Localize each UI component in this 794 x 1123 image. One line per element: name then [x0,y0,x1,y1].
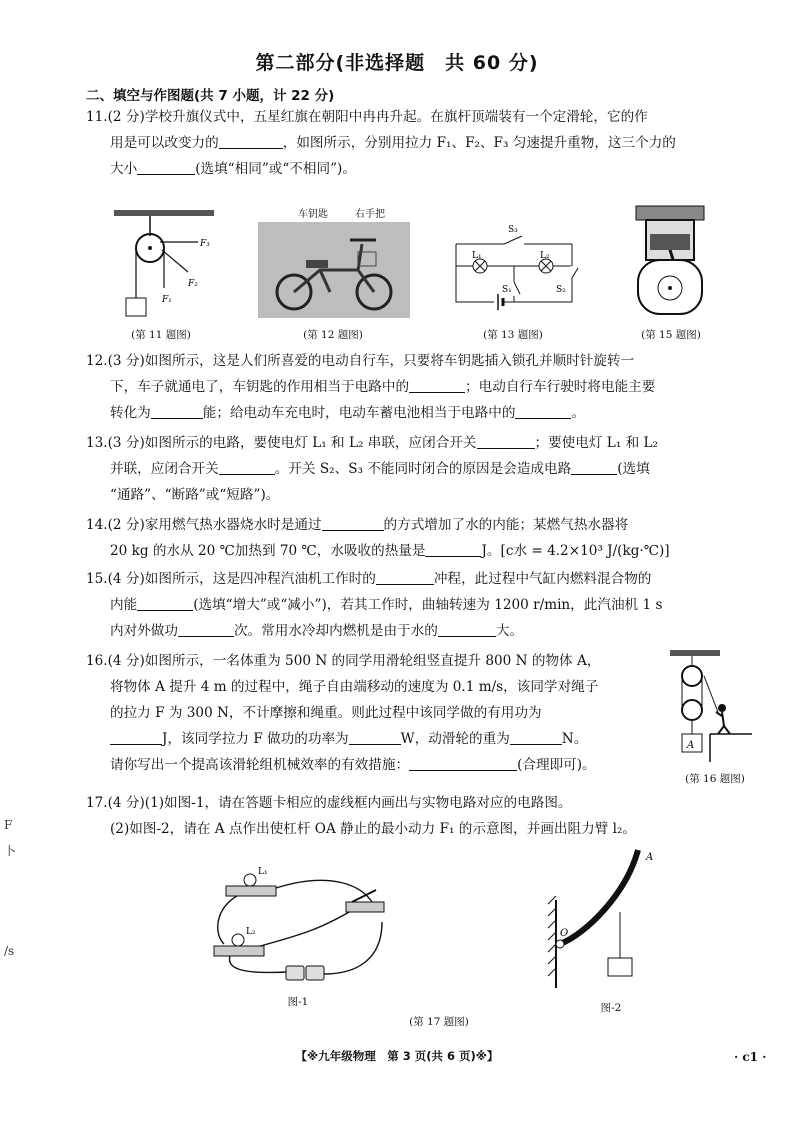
answer-blank[interactable] [219,133,283,149]
label-l1: L₁ [258,867,268,877]
corner-mark: · c1 · [734,1050,767,1064]
answer-blank[interactable] [137,595,193,611]
question-11 [86,104,786,182]
question-17 [86,790,786,842]
question-16 [86,648,666,778]
q16-text: (合理即可)。 [517,757,596,773]
answer-blank[interactable] [425,541,481,557]
bike-seat [306,260,328,268]
answer-blank[interactable] [219,459,275,475]
wall-hatch [548,896,556,976]
figure-16-pulley-block [666,648,756,766]
force-f2-arrow [162,250,188,272]
label-s2: S₂ [556,285,566,295]
q16-text: 请你写出一个提高该滑轮组机械效率的有效措施： [110,757,410,773]
label-a: A [687,740,695,751]
answer-blank[interactable] [571,459,617,475]
answer-blank[interactable] [477,433,535,449]
q11-line: 11.(2 分)学校升旗仪式中，五星红旗在朝阳中冉冉升起。在旗杆顶端装有一个定滑轮，它的作 [86,109,648,125]
q12-text: 。 [571,405,586,421]
q13-line [86,430,786,456]
figure-17-2-label: 图-2 [600,1002,622,1014]
ceiling [670,650,720,656]
label-f1: F₁ [162,295,172,305]
figure-12-caption: (第 12 题图) [303,329,363,341]
q17-line: 17.(4 分)(1)如图-1，请在答题卡相应的虚线框内画出与实物电路对应的电路图。 [86,795,572,811]
pivot-o [556,940,564,948]
switch-s3 [504,236,522,244]
label-l1: L₁ [472,251,482,261]
q11-line [86,130,786,156]
figure-15-engine [630,204,710,320]
answer-blank[interactable] [178,621,234,637]
answer-blank[interactable] [349,729,401,745]
figure-17-2-lever [546,844,656,992]
figure-13-caption: (第 13 题图) [483,329,543,341]
answer-blank[interactable] [137,159,195,175]
label-f2: F₂ [188,279,198,289]
q14-line [86,512,786,538]
answer-blank[interactable] [409,755,517,771]
q16-text: J，该同学拉力 F 做功的功率为 [162,731,349,747]
answer-blank[interactable] [438,621,496,637]
crank-axle [668,286,672,290]
fixed-pulley [682,666,702,686]
margin-mark: F [4,818,13,832]
pulley-axle [148,246,152,250]
q16-line: 将物体 A 提升 4 m 的过程中，绳子自由端移动的速度为 0.1 m/s，该同学对绳子 [110,679,599,695]
figure-11-caption: (第 11 题图) [131,329,191,341]
page-footer: 【※九年级物理 第 3 页(共 6 页)※】 [295,1049,499,1063]
lamp-base-l2 [214,946,264,956]
weight-block [126,298,146,316]
q15-text: 15.(4 分)如图所示，这是四冲程汽油机工作时的 [86,571,376,587]
q13-text: (选填 [617,461,650,477]
lamp-base-l1 [226,886,276,896]
question-13 [86,430,786,508]
q16-text: W，动滑轮的重为 [400,731,510,747]
figure-11-pulley [110,206,220,320]
q16-line [86,726,666,752]
bulb-l1 [244,874,256,886]
label-s1: S₁ [502,285,512,295]
q11-line [86,156,786,182]
figure-16-caption: (第 16 题图) [685,773,745,785]
q12-text: ；电动自行车行驶时将电能主要 [465,379,656,395]
q17-line: (2)如图-2，请在 A 点作出使杠杆 OA 静止的最小动力 F₁ 的示意图，并画出阻力臂 l₂。 [110,821,637,837]
q16-line [86,752,666,778]
q11-text: 大小 [110,161,138,177]
piston [650,234,690,250]
figure-15-caption: (第 15 题图) [641,329,701,341]
figure-17-1-label: 图-1 [287,996,309,1008]
figure-17-caption: (第 17 题图) [409,1016,469,1028]
q11-text: 用是可以改变力的 [110,135,219,151]
q13-text: ；要使电灯 L₁ 和 L₂ [534,435,658,451]
q15-text: 内对外做功 [110,623,178,639]
q11-text: (选填“相同”或“不相同”)。 [195,161,356,177]
q12-line [86,400,786,426]
q12-text: 下，车子就通电了，车钥匙的作用相当于电路中的 [110,379,410,395]
question-12 [86,348,786,426]
label-key: 车钥匙 [298,209,328,220]
q12-line: 12.(3 分)如图所示，这是人们所喜爱的电动自行车，只要将车钥匙插入锁孔并顺时针旋转一 [86,353,635,369]
cylinder-head [636,206,704,220]
q14-text: J。[c水 = 4.2×10³ J/(kg·℃)] [481,543,670,559]
q15-text: 大。 [495,623,524,639]
q12-text: 转化为 [110,405,151,421]
label-l2: L₂ [246,927,256,937]
label-a: A [646,852,654,863]
q13-line: “通路”、“断路”或“短路”)。 [110,487,280,503]
person-head [718,704,726,712]
answer-blank[interactable] [110,729,162,745]
q12-text: 能；给电动车充电时，电动车蓄电池相当于电路中的 [202,405,516,421]
switch-s1 [514,282,520,294]
label-l2: L₂ [540,251,550,261]
switch-base [346,902,384,912]
q14-text: 14.(2 分)家用燃气热水器烧水时是通过 [86,517,322,533]
hanging-weight [608,958,632,976]
rope-to-person [704,676,718,712]
answer-blank[interactable] [515,403,571,419]
label-f3: F₃ [200,239,210,249]
q13-text: 。开关 S₂、S₃ 不能同时闭合的原因是会造成电路 [274,461,572,477]
q13-line [86,456,786,482]
figure-17-1-circuit [206,862,396,982]
question-14 [86,512,786,564]
battery-1 [286,966,304,980]
q14-text: 20 kg 的水从 20 ℃加热到 70 ℃，水吸收的热量是 [110,543,426,559]
answer-blank[interactable] [510,729,562,745]
margin-mark: 卜 [4,844,17,858]
q16-line: 的拉力 F 为 300 N，不计摩擦和绳重。则此过程中该同学做的有用功为 [110,705,542,721]
q15-line [86,592,786,618]
q11-text: ，如图所示，分别用拉力 F₁、F₂、F₃ 匀速提升重物，这三个力的 [282,135,676,151]
q12-line [86,374,786,400]
answer-blank[interactable] [376,569,434,585]
q15-line [86,618,786,644]
section-heading: 二、填空与作图题(共 7 小题，计 22 分) [86,88,335,104]
margin-mark: /s [4,944,15,958]
label-s3: S₃ [508,225,518,235]
switch-lever [352,890,376,902]
q15-text: 冲程，此过程中气缸内燃料混合物的 [433,571,652,587]
person-body [716,712,730,734]
q15-text: (选填“增大”或“减小”)，若其工作时，曲轴转速为 1200 r/min，此汽油机 1 s [193,597,663,613]
q16-line: 16.(4 分)如图所示，一名体重为 500 N 的同学用滑轮组竖直提升 800 N 的物体 A， [86,653,601,669]
battery-2 [306,966,324,980]
answer-blank[interactable] [151,403,203,419]
answer-blank[interactable] [322,515,384,531]
question-15 [86,566,786,644]
movable-pulley [682,700,702,720]
q15-line [86,566,786,592]
q15-text: 内能 [110,597,138,613]
figure-12-ebike [258,222,410,318]
ceiling [114,210,214,216]
q15-text: 次。常用水冷却内燃机是由于水的 [233,623,438,639]
q13-text: 并联，应闭合开关 [110,461,219,477]
lever-oa [560,850,638,944]
answer-blank[interactable] [409,377,465,393]
q14-line [86,538,786,564]
figure-13-circuit [446,222,582,318]
q13-text: 13.(3 分)如图所示的电路，要使电灯 L₁ 和 L₂ 串联，应闭合开关 [86,435,477,451]
bulb-l2 [232,934,244,946]
label-o: O [560,928,569,939]
page-title: 第二部分(非选择题 共 60 分) [255,52,539,74]
q14-text: 的方式增加了水的内能；某燃气热水器将 [383,517,629,533]
label-handle: 右手把 [355,209,385,220]
q16-text: N。 [561,731,588,747]
